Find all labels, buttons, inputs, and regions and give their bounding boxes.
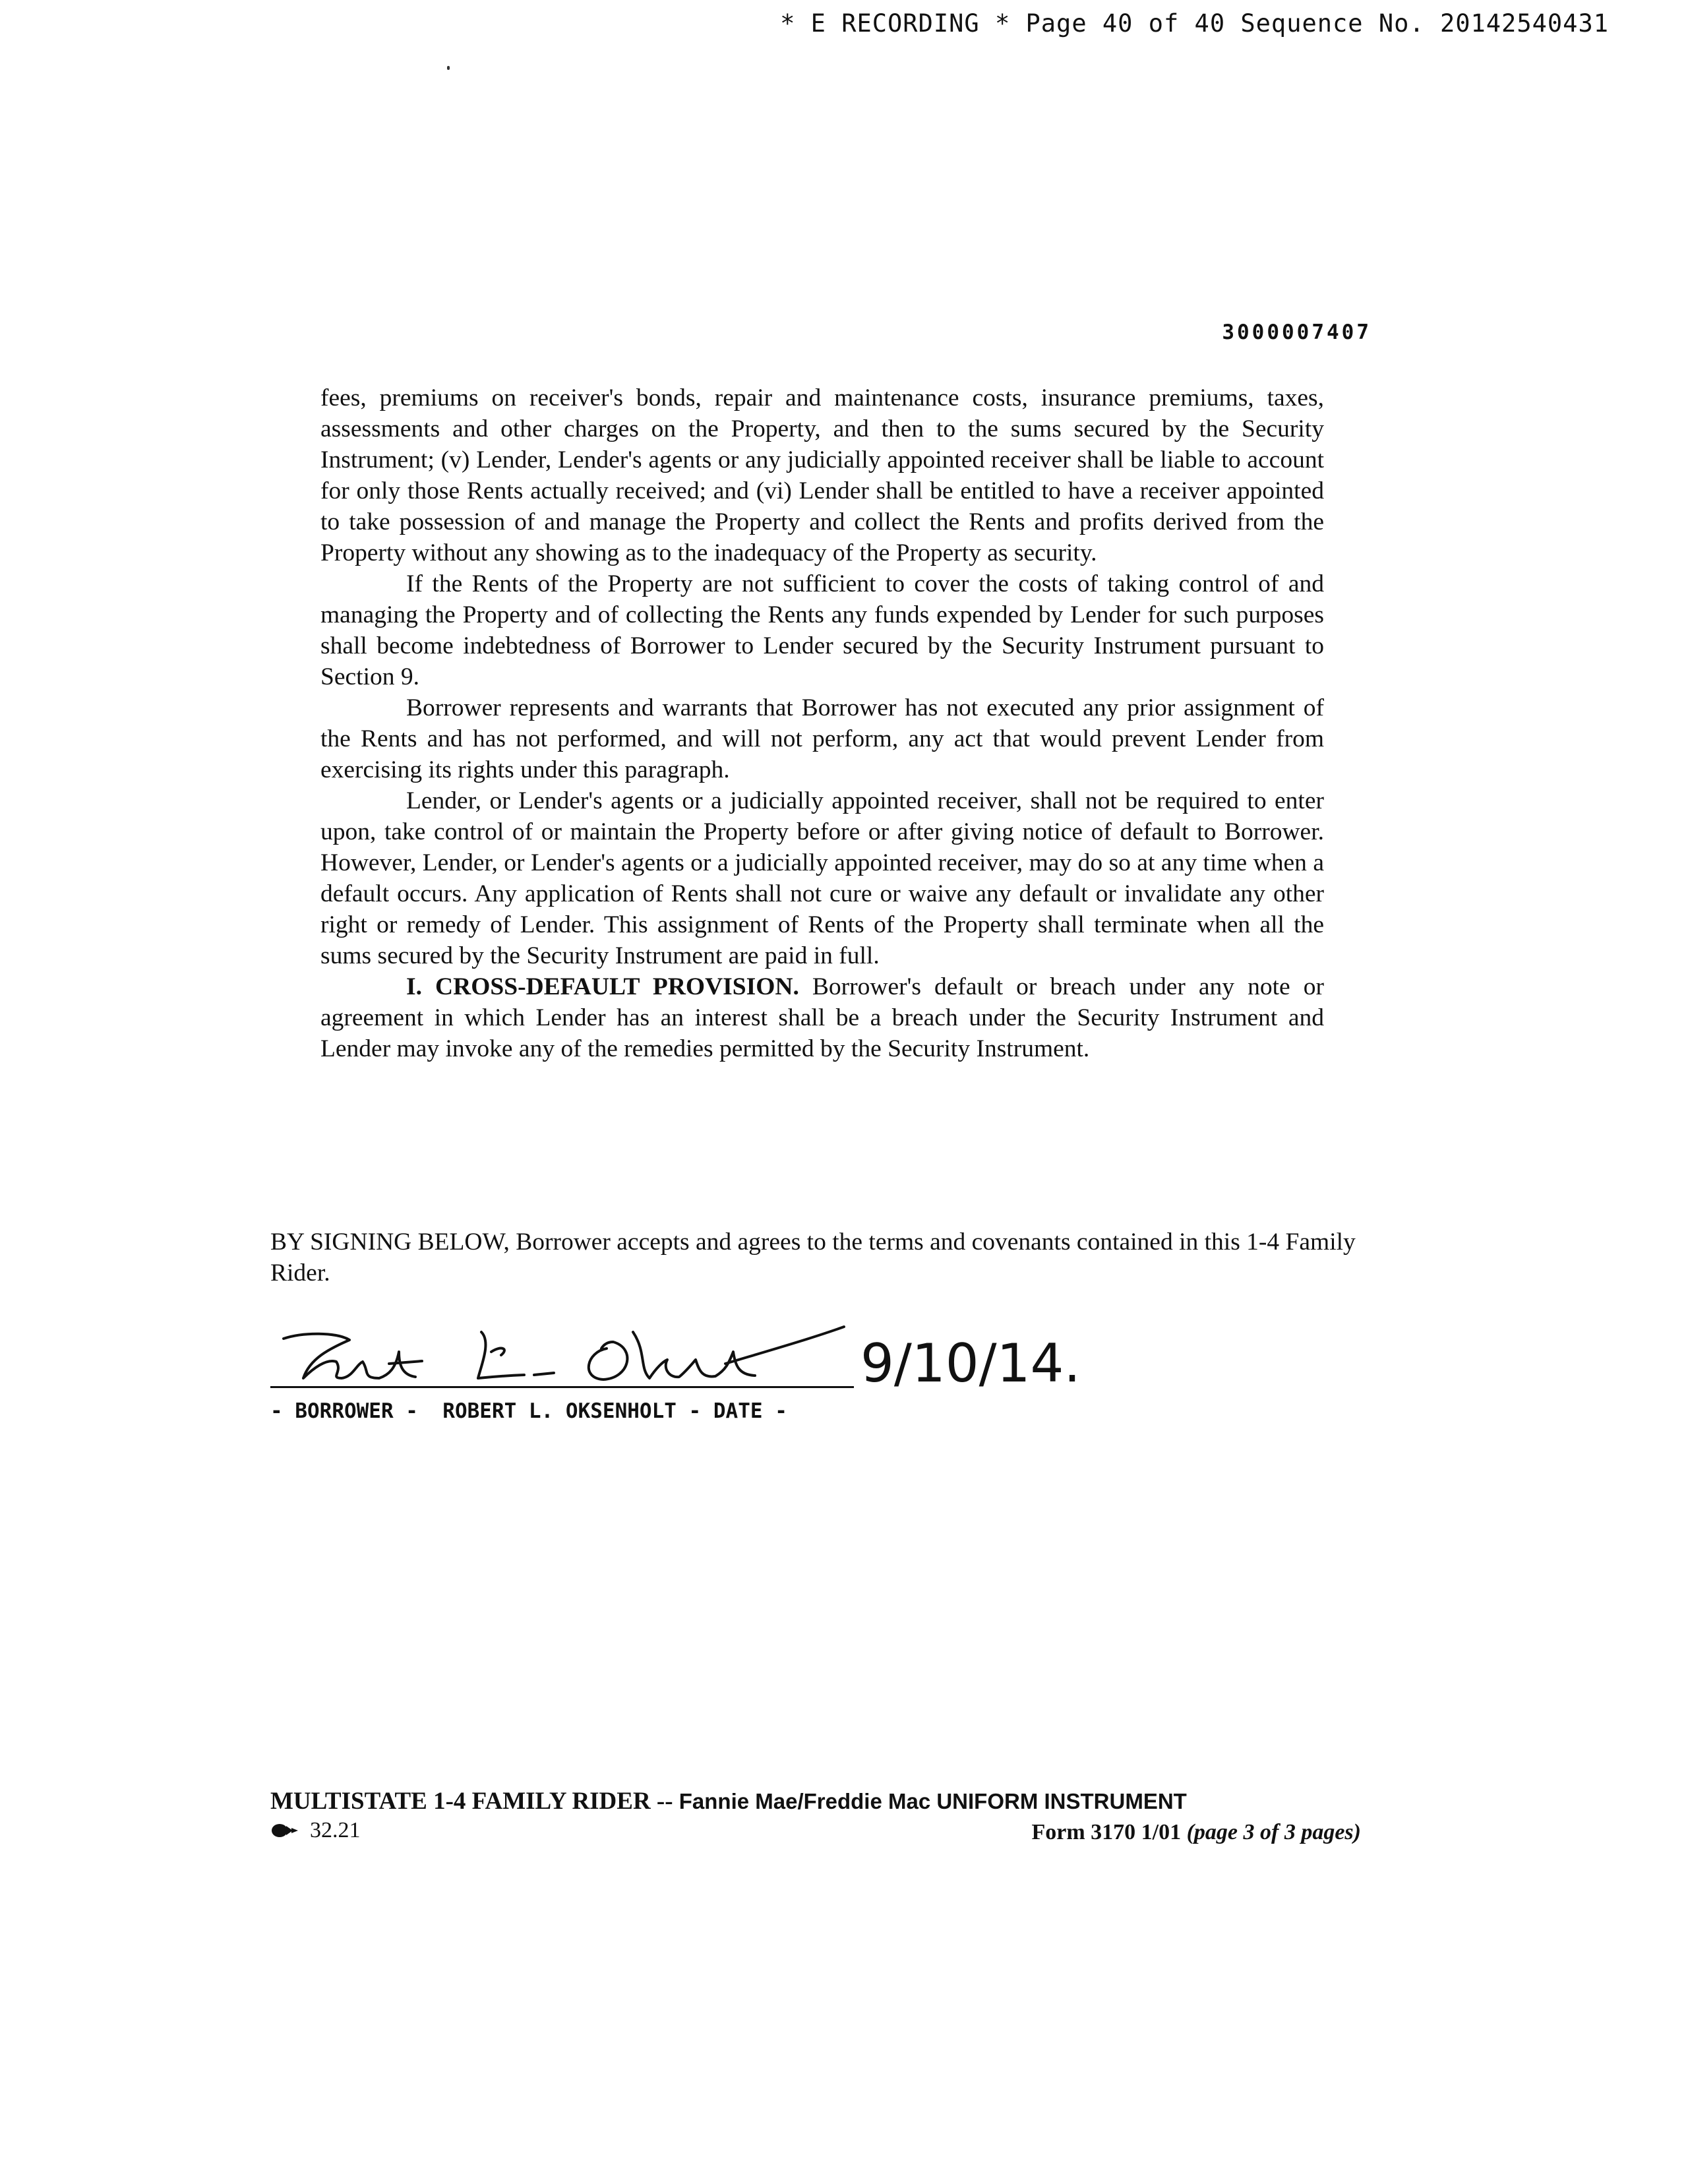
- cross-default-heading: I. CROSS-DEFAULT PROVISION.: [406, 973, 799, 1000]
- form-code-number: 32.21: [310, 1818, 361, 1842]
- form-number: [857, 1820, 1361, 1845]
- form-title: [270, 1787, 1187, 1815]
- signature-line: [270, 1386, 854, 1388]
- borrower-caption: - BORROWER - ROBERT L. OKSENHOLT - DATE -: [270, 1399, 787, 1423]
- paragraph-lender-receiver: Lender, or Lender's agents or a judicially appointed receiver, shall not be required to enter upon, take control of or maintain the Property before or after giving notice of default to Borrower. However, Lender, or Lender's agents or a judicially appointed receiver, may do so at any time when a default occurs. Any application of Rents shall not cure or waive any default or invalidate any other right or remedy of Lender. This assignment of Rents of the Property shall terminate when all the sums secured by the Security Instrument are paid in full.: [320, 787, 1324, 969]
- cross-default-text: Borrower's default or breach under any note or agreement in which Lender has an interest shall be a breach under the Security Instrument and Lender may invoke any of the remedies permitted by the Security Instrument.: [320, 973, 1324, 1062]
- form-title-main: MULTISTATE 1-4 FAMILY RIDER --: [270, 1788, 673, 1815]
- vmp-logo-icon: [270, 1822, 299, 1839]
- scan-speck: [447, 66, 450, 70]
- paragraph-receiver-fees: fees, premiums on receiver's bonds, repair and maintenance costs, insurance premiums, taxes, assessments and other charges on the Property, and then to the sums secured by the Security Instrument; (v) Lender, Lender's agents or any judicially appointed receiver shall be liable to account for only those Rents actually received; and (vi) Lender shall be entitled to have a receiver appointed to take possession of and manage the Property and collect the Rents and profits derived from the Property without any showing as to the inadequacy of the Property as security.: [320, 384, 1324, 566]
- form-subtitle: Fannie Mae/Freddie Mac UNIFORM INSTRUMENT: [673, 1789, 1187, 1813]
- handwritten-date: 9/10/14.: [860, 1333, 1081, 1394]
- form-code: [270, 1818, 361, 1843]
- paragraph-rents-insufficient: If the Rents of the Property are not sufficient to cover the costs of taking control of and managing the Property and of collecting the Rents any funds expended by Lender for such purposes shall become indebtedness of Borrower to Lender secured by the Security Instrument pursuant to Section 9.: [320, 570, 1324, 690]
- handwritten-signature: [264, 1312, 1121, 1405]
- paragraph-borrower-warrants: Borrower represents and warrants that Borrower has not executed any prior assignment of the Rents and has not performed, and will not perform, any act that would prevent Lender from exercising its rights under this paragraph.: [320, 694, 1324, 783]
- rider-body: [320, 382, 1324, 1064]
- form-number-label: Form 3170 1/01: [1031, 1820, 1182, 1844]
- page-indicator: (page 3 of 3 pages): [1181, 1820, 1361, 1844]
- paragraph-cross-default: [320, 971, 1324, 1064]
- loan-number: 3000007407: [1222, 320, 1372, 344]
- recording-stamp: * E RECORDING * Page 40 of 40 Sequence No. 20142540431: [780, 9, 1609, 38]
- signing-statement: BY SIGNING BELOW, Borrower accepts and agrees to the terms and covenants contained in this 1-4 Family Rider.: [270, 1228, 1356, 1287]
